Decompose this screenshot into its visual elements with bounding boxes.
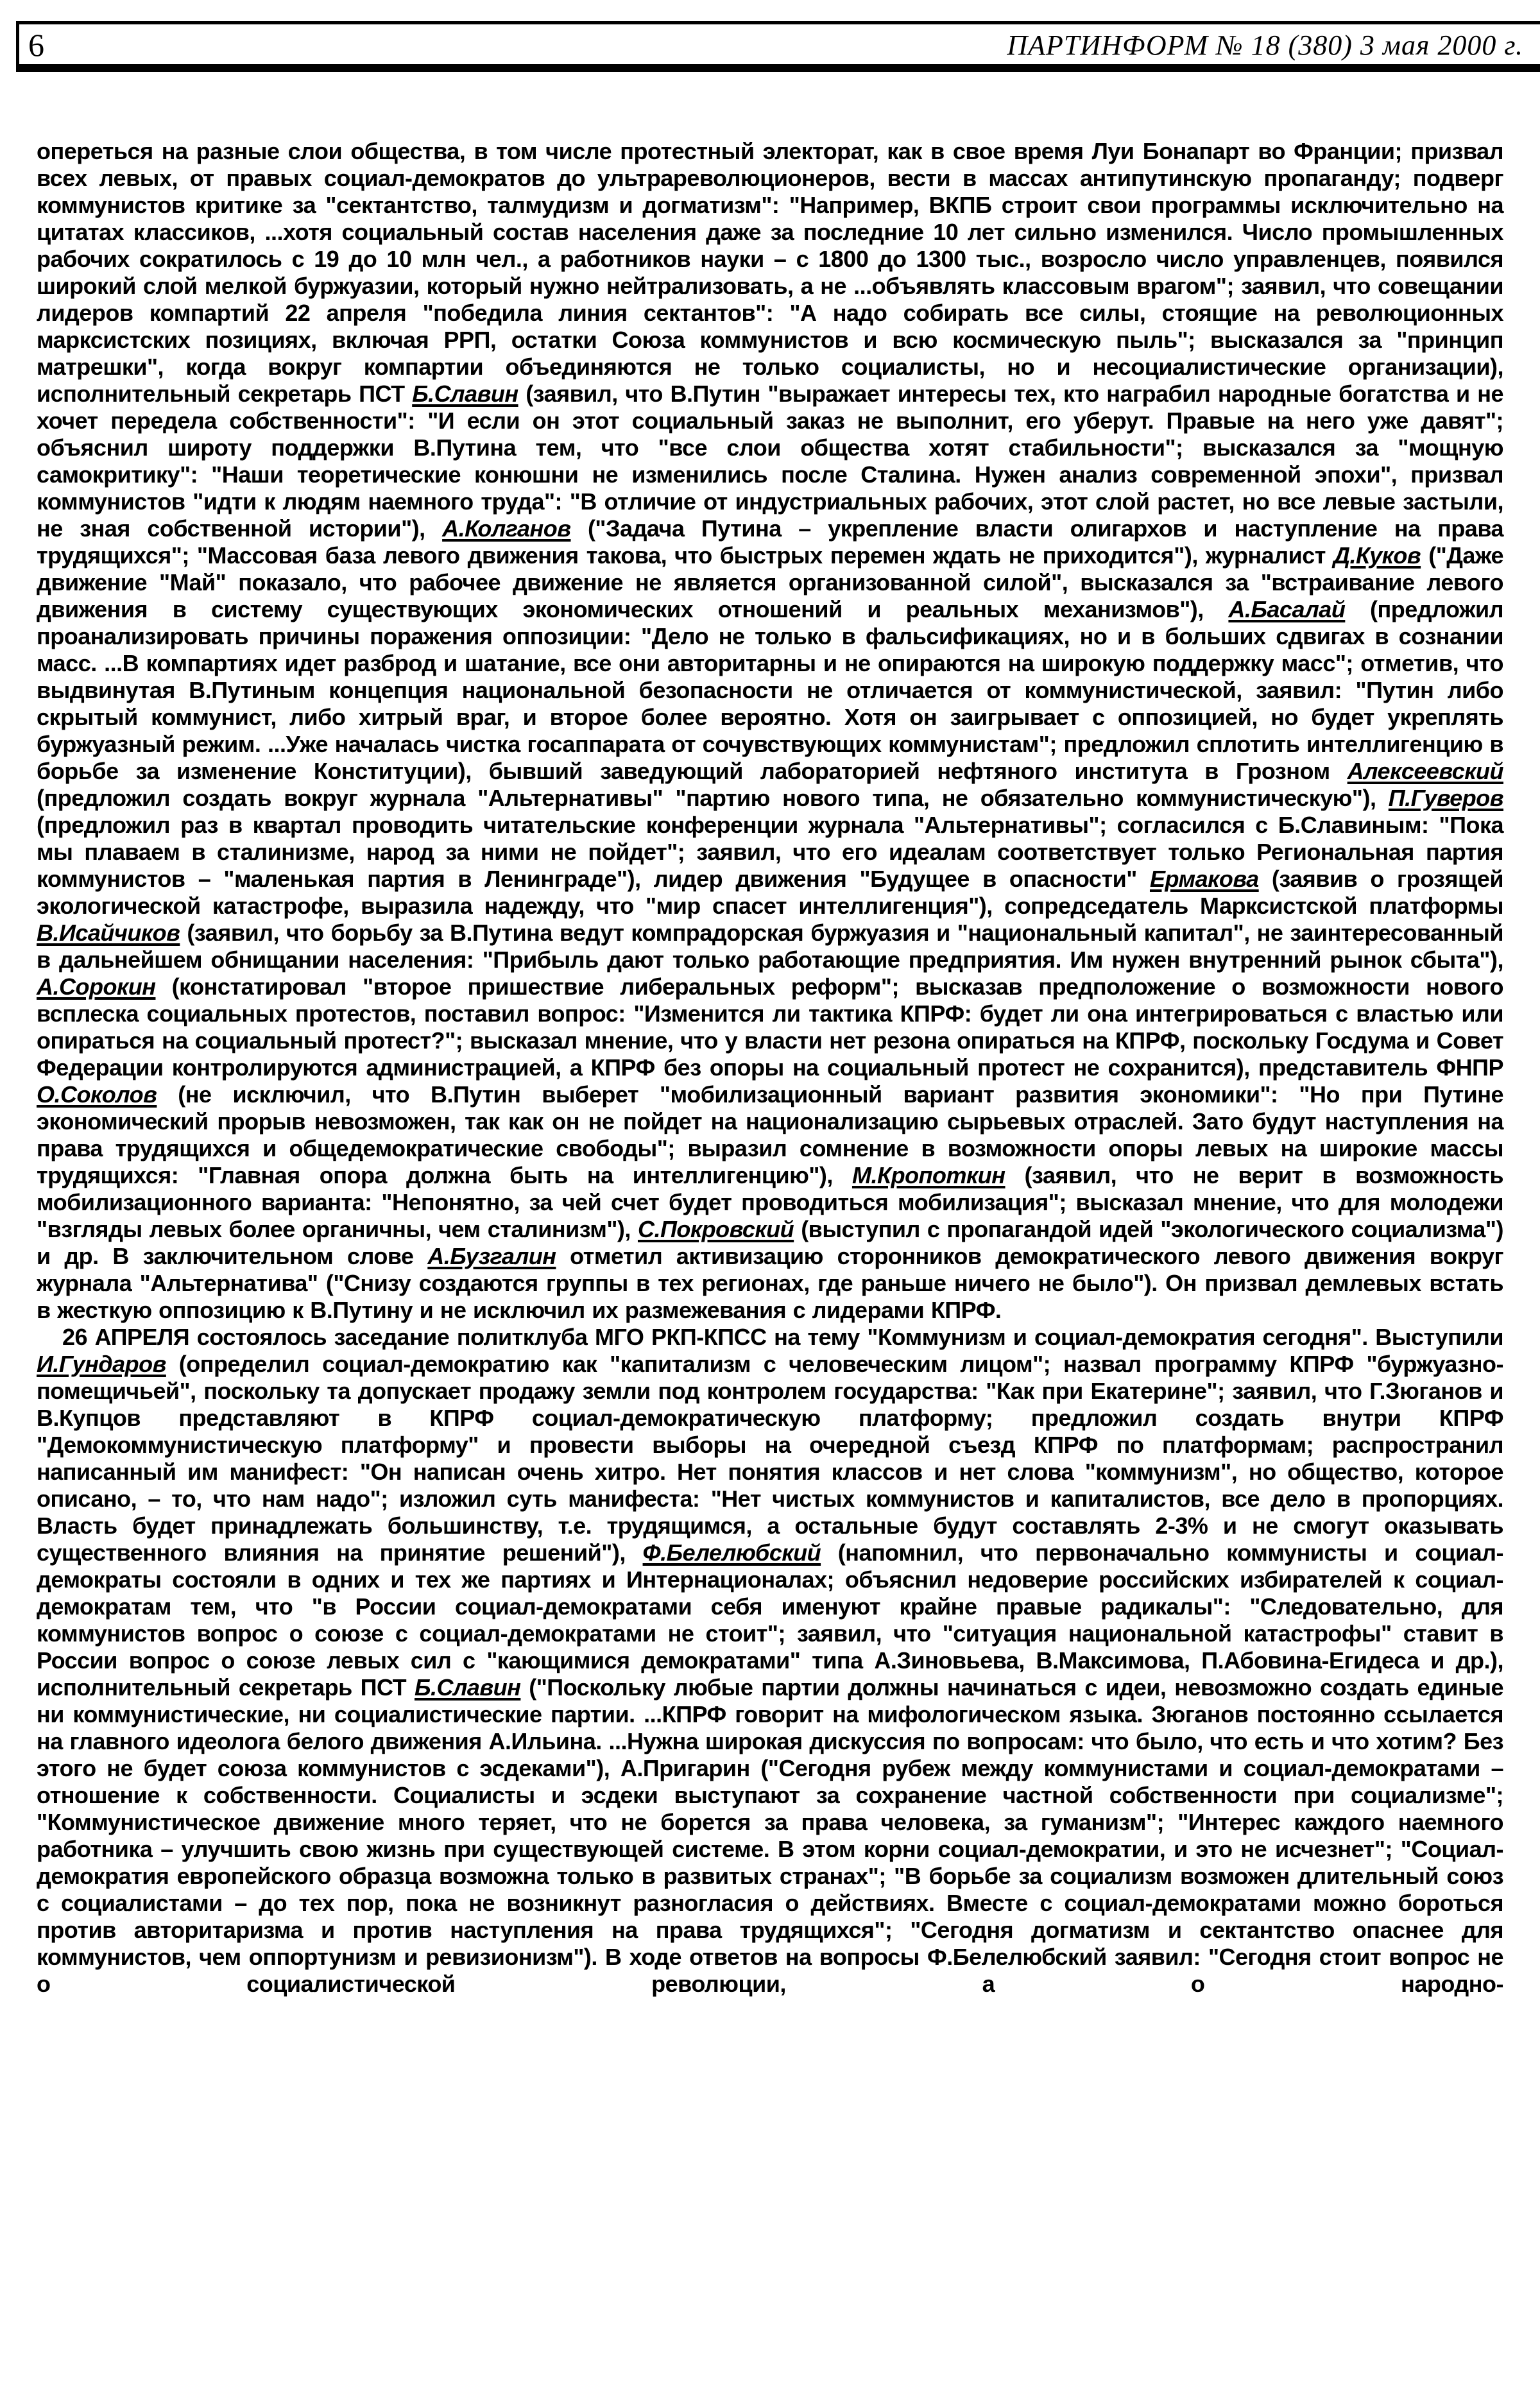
text-segment: (выступил с пропагандой идей "экологического социализма") и др. В заключительном слове xyxy=(37,1216,1503,1269)
text-segment: (определил социал-демократию как "капитализм с человеческим лицом"; назвал программу КПРФ "буржуазно-помещичьей", поскольку та допускает продажу земли под контролем государства: "Как при Екатерине"; заявил, что Г.Зюганов и В.Купцов представляют в КПРФ социал-демократическую платформу; предложил создать внутри КПРФ "Демокоммунистическую платформу" и провести выборы на очередной съезд КПРФ по платформам; распространил написанный им манифест: "Он написан очень хитро. Нет понятия классов и нет слова "коммунизм", но общество, которое описано, – то, что нам надо"; изложил суть манифеста: "Нет чистых коммунистов и капиталистов, все дело в пропорциях. Власть будет принадлежать большинству, т.е. трудящимся, а остальные будут составлять 2-3% и не смогут оказывать существенного влияния на принятие решений"), xyxy=(37,1351,1503,1566)
speaker-name: А.Бузгалин xyxy=(427,1243,556,1269)
text-segment: ("Задача Путина – укрепление власти олигархов и наступление на права трудящихся"; "Массовая база левого движения такова, что быстрых перемен ждать не приходится"), журналист xyxy=(37,515,1504,569)
text-segment: (напомнил, что первоначально коммунисты и социал-демократы состояли в одних и тех же партиях и Интернационалах; объяснил недоверие российских избирателей к социал-демократам тем, что "в России социал-демократами себя именуют крайне правые радикалы": "Следовательно, для коммунистов вопрос о союзе с социал-демократами не стоит"; заявил, что "ситуация национальной катастрофы" ставит в России вопрос о союзе левых сил с "кающимися демократами" типа А.Зиновьева, В.Максимова, П.Абовина-Егидеса и др.), исполнительный секретарь ПСТ xyxy=(37,1539,1503,1701)
text-segment: (заявил, что В.Путин "выражает интересы тех, кто награбил народные богатства и не хочет передела собственности": "И если он этот социальный заказ не выполнит, его уберут. Правые на него уже давят"; объяснил широту поддержки В.Путина тем, что "все слои общества хотят стабильности"; высказался за "мощную самокритику": "Наши теоретические конюшни не изменились после Сталина. Нужен анализ современной эпохи", призвал коммунистов "идти к людям наемного труда": "В отличие от индустриальных рабочих, этот слой растет, но все левые застыли, не зная собственной истории"), xyxy=(37,381,1503,542)
text-segment: (предложил проанализировать причины поражения оппозиции: "Дело не только в фальсификациях, но и в больших сдвигах в сознании масс. ...В компартиях идет разброд и шатание, все они авторитарны и не опираются на широкую поддержку масс"; отметив, что выдвинутая В.Путиным концепция национальной безопасности не отличается от коммунистической, заявил: "Путин либо скрытый коммунист, либо хитрый враг, и второе более вероятно. Хотя он заигрывает с оппозицией, но будет укреплять буржуазный режим. ...Уже началась чистка госаппарата от сочувствующих коммунистам"; предложил сплотить интеллигенцию в борьбе за изменение Конституции), бывший заведующий лабораторией нефтяного института в Грозном xyxy=(37,596,1504,784)
text-segment: (заявил, что борьбу за В.Путина ведут компрадорская буржуазия и "национальный капитал", не заинтересованный в дальнейшем обнищании населения: "Прибыль дают только работающие предприятия. Им нужен внутренний рынок сбыта"), xyxy=(37,920,1503,973)
speaker-name: Б.Славин xyxy=(414,1674,521,1701)
text-segment: (заявив о грозящей экологической катастрофе, выразила надежду, что "мир спасет интеллигенция"), сопредседатель Марксистской платформы xyxy=(37,866,1503,919)
speaker-name: А.Сорокин xyxy=(37,973,156,1000)
issue-title: ПАРТИНФОРМ № 18 (380) 3 мая 2000 г. xyxy=(1007,30,1523,61)
text-segment: отметил активизацию сторонников демократического левого движения вокруг журнала "Альтернатива" ("Снизу создаются группы в тех регионах, где раньше ничего не было"). Он призвал демлевых встать в жесткую оппозицию к В.Путину и не исключил их размежевания с лидерами КПРФ. xyxy=(37,1243,1504,1323)
speaker-name: Ермакова xyxy=(1149,866,1259,892)
text-segment: ("Поскольку любые партии должны начинаться с идеи, невозможно создать единые ни коммунистические, ни социалистические партии. ...КПРФ говорит на мифологическом языка. Зюганов постоянно ссылается на главного идеолога белого движения А.Ильина. ...Нужна широкая дискуссия по вопросам: что было, что есть и что хотим? Без этого не будет союза коммунистов с эсдеками"), А.Пригарин ("Сегодня рубеж между коммунистами и социал-демократами – отношение к собственности. Социалисты и эсдеки выступают за сохранение частной собственности при социализме"; "Коммунистическое движение много теряет, что не борется за права человека, за гуманизм"; "Интерес каждого наемного работника – улучшить свою жизнь при существующей системе. В этом корни социал-демократии, и это не исчезнет"; "Социал-демократия европейского образца возможна только в развитых странах"; "В борьбе за социализм возможен длительный союз с социалистами – до тех пор, пока не возникнут разногласия о действиях. Вместе с социал-демократами можно бороться против авторитаризма и против наступления на права трудящихся"; "Сегодня догматизм и сектантство опаснее для коммунистов, чем оппортунизм и ревизионизм"). В ходе ответов на вопросы Ф.Белелюбский заявил: "Сегодня стоит вопрос не о социалистической революции, а о народно- xyxy=(37,1674,1503,1997)
text-segment: 26 АПРЕЛЯ состоялось заседание политклуба МГО РКП-КПСС на тему "Коммунизм и социал-демократия сегодня". Выступили xyxy=(62,1324,1503,1350)
speaker-name: И.Гундаров xyxy=(37,1351,166,1377)
speaker-name: П.Гуверов xyxy=(1388,785,1503,811)
text-segment: (предложил создать вокруг журнала "Альтернативы" "партию нового типа, не обязательно коммунистическую"), xyxy=(37,785,1389,811)
document-body xyxy=(37,138,1503,1998)
text-segment: опереться на разные слои общества, в том числе протестный электорат, как в свое время Луи Бонапарт во Франции; призвал всех левых, от правых социал-демократов до ультрареволюционеров, вести в массах антипутинскую пропаганду; подверг коммунистов критике за "сектантство, талмудизм и догматизм": "Например, ВКПБ строит свои программы исключительно на цитатах классиков, ...хотя социальный состав населения даже за последние 10 лет сильно изменился. Число промышленных рабочих сократилось с 19 до 10 млн чел., а работников науки – с 1800 до 1300 тыс., возросло число управленцев, появился широкий слой мелкой буржуазии, который нужно нейтрализовать, а не ...объявлять классовым врагом"; заявил, что совещании лидеров компартий 22 апреля "победила линия сектантов": "А надо собирать все силы, стоящие на революционных марксистских позициях, включая РРП, остатки Союза коммунистов и всю космическую пыль"; высказался за "принцип матрешки", когда вокруг компартии объединяются не только социалисты, но и несоциалистические организации), исполнительный секретарь ПСТ xyxy=(37,138,1503,407)
text-segment: ("Даже движение "Май" показало, что рабочее движение не является организованной силой", высказался за "встраивание левого движения в систему существующих экономических отношений и реальных механизмов"), xyxy=(37,542,1504,622)
speaker-name: Д.Куков xyxy=(1333,542,1421,569)
text-segment: (предложил раз в квартал проводить читательские конференции журнала "Альтернативы"; согласился с Б.Славиным: "Пока мы плаваем в сталинизме, народ за ними не пойдет"; заявил, что его идеалам соответствует только Региональная партия коммунистов – "маленькая партия в Ленинграде"), лидер движения "Будущее в опасности" xyxy=(37,812,1503,892)
text-segment: (констатировал "второе пришествие либеральных реформ"; высказав предположение о возможности нового всплеска социальных протестов, поставил вопрос: "Изменится ли тактика КПРФ: будет ли она интегрироваться с властью или опираться на социальный протест?"; высказал мнение, что у власти нет резона опираться на КПРФ, поскольку Госдума и Совет Федерации контролируются администрацией, а КПРФ без опоры на социальный протест не сохранится), представитель ФНПР xyxy=(37,973,1503,1081)
speaker-name: С.Покровский xyxy=(637,1216,794,1242)
speaker-name: Алексеевский xyxy=(1347,758,1503,784)
speaker-name: А.Басалай xyxy=(1228,596,1346,622)
speaker-name: Б.Славин xyxy=(412,381,518,407)
page-number: 6 xyxy=(28,27,44,63)
speaker-name: Ф.Белелюбский xyxy=(642,1539,821,1566)
speaker-name: О.Соколов xyxy=(37,1081,157,1108)
paragraph xyxy=(37,1324,1503,1998)
text-segment: (не исключил, что В.Путин выберет "мобилизационный вариант развития экономики": "Но при Путине экономический прорыв невозможен, так как он не пойдет на национализацию сырьевых отраслей. Зато будут наступления на права трудящихся и общедемократические свободы"; выразил сомнение в возможности опоры левых на широкие массы трудящихся: "Главная опора должна быть на интеллигенцию"), xyxy=(37,1081,1503,1188)
speaker-name: А.Колганов xyxy=(442,515,571,542)
text-segment: (заявил, что не верит в возможность мобилизационного варианта: "Непонятно, за чей счет будет проводиться мобилизация"; высказал мнение, что для молодежи "взгляды левых более органичны, чем сталинизм"), xyxy=(37,1162,1503,1242)
page-header xyxy=(16,21,1540,72)
speaker-name: В.Исайчиков xyxy=(37,920,180,946)
speaker-name: М.Кропоткин xyxy=(851,1162,1005,1188)
paragraph-continuation xyxy=(37,138,1503,1324)
